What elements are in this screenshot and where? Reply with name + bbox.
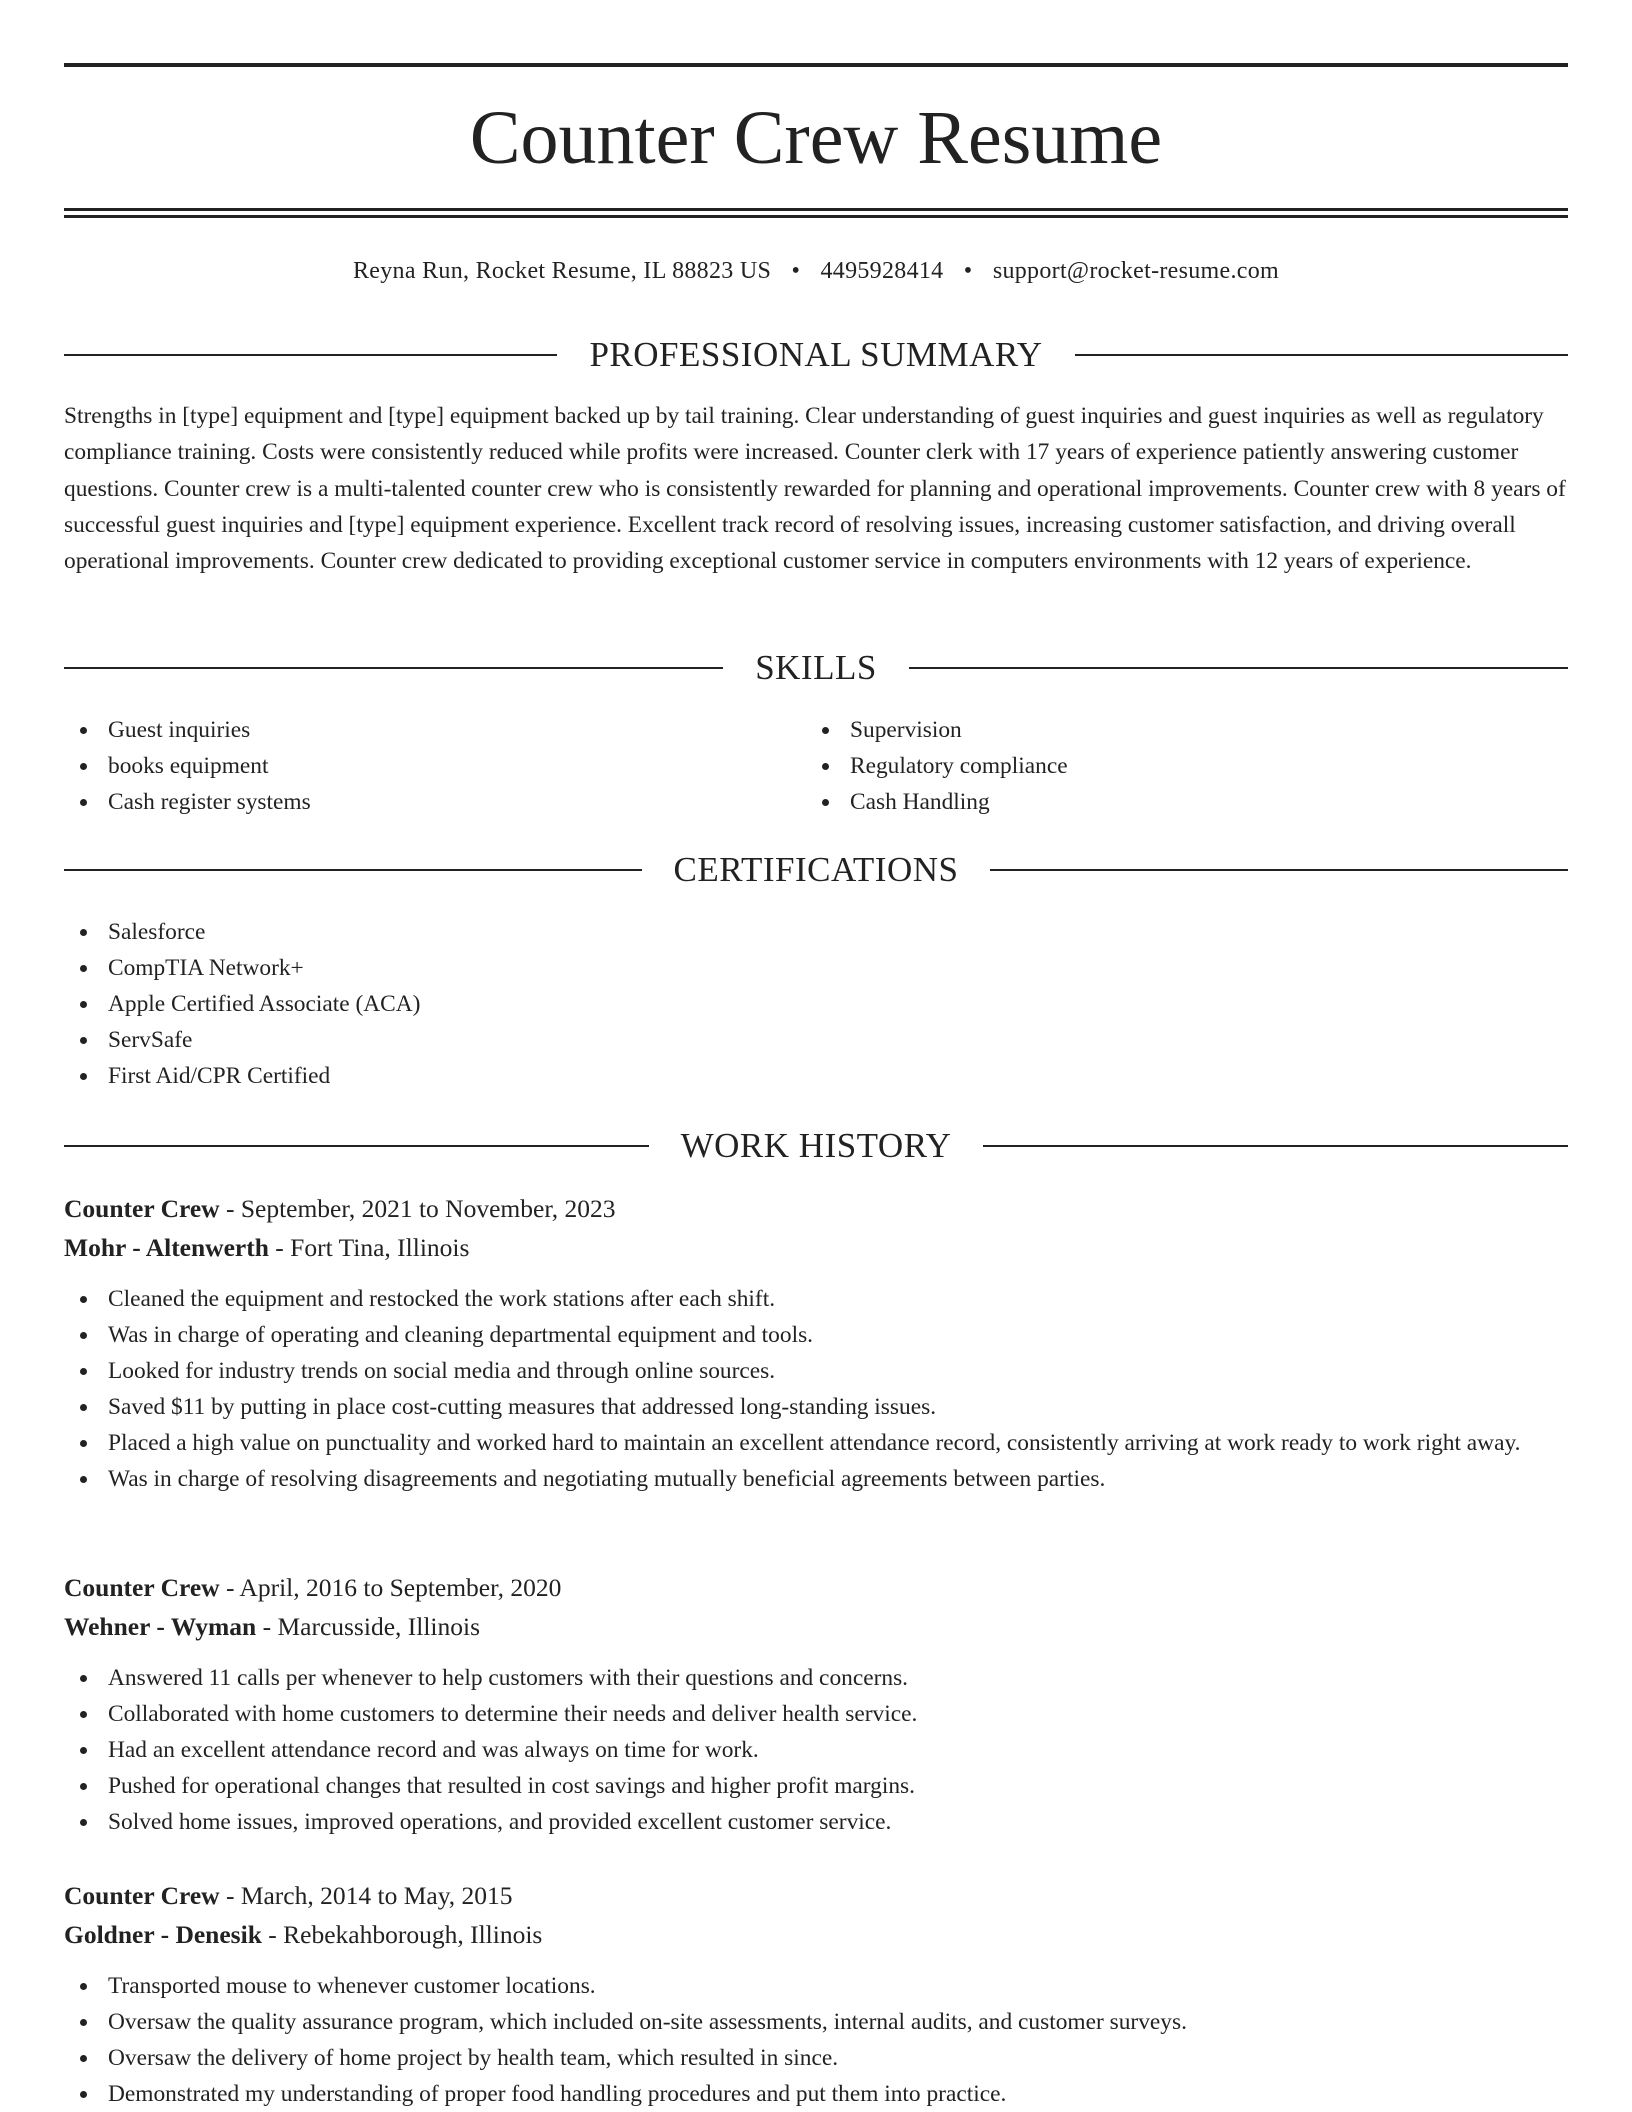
heading-rule-right bbox=[909, 667, 1568, 669]
job-entry bbox=[64, 1189, 1568, 1498]
job-duty: Looked for industry trends on social media and through online sources. bbox=[64, 1353, 1568, 1389]
job-entry bbox=[64, 1876, 1568, 2112]
heading-rule-left bbox=[64, 869, 642, 871]
contact-email: support@rocket-resume.com bbox=[992, 258, 1279, 284]
heading-rule-left bbox=[64, 1145, 649, 1147]
job-duty: Collaborated with home customers to determine their needs and deliver health service. bbox=[64, 1696, 1568, 1732]
summary-text: Strengths in [type] equipment and [type] equipment backed up by tail training. Clear understanding of guest inquiries and guest inquiries as well as regulatory compliance training. Costs were consistently reduced while profits were increased. Counter clerk with 17 years of experience patiently answering customer questions. Counter crew is a multi-talented counter crew who is consistently rewarded for planning and operational improvements. Counter crew with 8 years of successful guest inquiries and [type] equipment experience. Excellent track record of resolving issues, increasing customer satisfaction, and driving overall operational improvements. Counter crew dedicated to providing exceptional customer service in computers environments with 12 years of experience. bbox=[64, 403, 1566, 575]
skill-item: Regulatory compliance bbox=[806, 748, 1546, 784]
certification-item: ServSafe bbox=[64, 1022, 1568, 1058]
certifications-heading bbox=[64, 848, 1568, 892]
job-dates: - September, 2021 to November, 2023 bbox=[219, 1194, 616, 1223]
skills-list-left bbox=[64, 712, 804, 820]
job-location: - Marcusside, Illinois bbox=[256, 1612, 481, 1641]
contact-separator: • bbox=[791, 258, 801, 284]
skill-item: Supervision bbox=[806, 712, 1546, 748]
job-duties-list bbox=[64, 1968, 1568, 2112]
job-duty: Cleaned the equipment and restocked the work stations after each shift. bbox=[64, 1281, 1568, 1317]
job-company-line bbox=[64, 1607, 1568, 1646]
job-title-line bbox=[64, 1189, 1568, 1228]
job-entry bbox=[64, 1568, 1568, 1840]
job-title-line bbox=[64, 1876, 1568, 1915]
skill-item: Cash register systems bbox=[64, 784, 804, 820]
job-duties-list bbox=[64, 1660, 1568, 1840]
job-duty: Transported mouse to whenever customer locations. bbox=[64, 1968, 1568, 2004]
title-rule-lower bbox=[64, 215, 1568, 218]
job-company: Mohr - Altenwerth bbox=[64, 1233, 269, 1262]
job-company: Goldner - Denesik bbox=[64, 1920, 262, 1949]
certification-item: Salesforce bbox=[64, 914, 1568, 950]
skills-heading bbox=[64, 646, 1568, 690]
job-company-line bbox=[64, 1915, 1568, 1954]
skill-item: Guest inquiries bbox=[64, 712, 804, 748]
summary-heading-label: PROFESSIONAL SUMMARY bbox=[589, 335, 1043, 374]
top-rule bbox=[64, 63, 1568, 67]
work-history-heading bbox=[64, 1124, 1568, 1168]
work-history-heading-label: WORK HISTORY bbox=[680, 1126, 952, 1165]
certification-item: CompTIA Network+ bbox=[64, 950, 1568, 986]
contact-phone: 4495928414 bbox=[820, 258, 944, 284]
job-dates: - April, 2016 to September, 2020 bbox=[219, 1573, 562, 1602]
skills-list-right bbox=[806, 712, 1546, 820]
job-duty: Answered 11 calls per whenever to help customers with their questions and concerns. bbox=[64, 1660, 1568, 1696]
summary-heading bbox=[64, 333, 1568, 377]
heading-rule-left bbox=[64, 667, 723, 669]
job-duty: Was in charge of operating and cleaning departmental equipment and tools. bbox=[64, 1317, 1568, 1353]
contact-address: Reyna Run, Rocket Resume, IL 88823 US bbox=[352, 258, 772, 284]
heading-rule-left bbox=[64, 354, 557, 356]
job-duty: Oversaw the delivery of home project by health team, which resulted in since. bbox=[64, 2040, 1568, 2076]
certifications-heading-label: CERTIFICATIONS bbox=[673, 850, 959, 889]
job-duty: Pushed for operational changes that resulted in cost savings and higher profit margins. bbox=[64, 1768, 1568, 1804]
contact-line bbox=[64, 254, 1568, 288]
job-duty: Oversaw the quality assurance program, which included on-site assessments, internal audits, and customer surveys. bbox=[64, 2004, 1568, 2040]
contact-separator: • bbox=[963, 258, 973, 284]
job-duties-list bbox=[64, 1281, 1568, 1498]
job-company-line bbox=[64, 1228, 1568, 1267]
heading-rule-right bbox=[983, 1145, 1568, 1147]
job-role: Counter Crew bbox=[64, 1881, 220, 1910]
job-duty: Solved home issues, improved operations, and provided excellent customer service. bbox=[64, 1804, 1568, 1840]
job-duty: Had an excellent attendance record and was always on time for work. bbox=[64, 1732, 1568, 1768]
job-duty: Was in charge of resolving disagreements and negotiating mutually beneficial agreements between parties. bbox=[64, 1461, 1568, 1497]
certification-item: Apple Certified Associate (ACA) bbox=[64, 986, 1568, 1022]
heading-rule-right bbox=[1075, 354, 1568, 356]
job-location: - Rebekahborough, Illinois bbox=[261, 1920, 543, 1949]
skills-heading-label: SKILLS bbox=[755, 648, 877, 687]
job-location: - Fort Tina, Illinois bbox=[268, 1233, 470, 1262]
certifications-list bbox=[64, 914, 1568, 1094]
title-rule-upper bbox=[64, 208, 1568, 211]
job-duty: Placed a high value on punctuality and worked hard to maintain an excellent attendance record, consistently arriving at work ready to work right away. bbox=[64, 1425, 1568, 1461]
job-company: Wehner - Wyman bbox=[64, 1612, 257, 1641]
job-duty: Demonstrated my understanding of proper food handling procedures and put them into practice. bbox=[64, 2076, 1568, 2112]
job-role: Counter Crew bbox=[64, 1194, 220, 1223]
job-dates: - March, 2014 to May, 2015 bbox=[219, 1881, 513, 1910]
certification-item: First Aid/CPR Certified bbox=[64, 1058, 1568, 1094]
job-title-line bbox=[64, 1568, 1568, 1607]
skill-item: books equipment bbox=[64, 748, 804, 784]
job-role: Counter Crew bbox=[64, 1573, 220, 1602]
heading-rule-right bbox=[990, 869, 1568, 871]
resume-title: Counter Crew Resume bbox=[469, 96, 1163, 180]
skill-item: Cash Handling bbox=[806, 784, 1546, 820]
job-duty: Saved $11 by putting in place cost-cutting measures that addressed long-standing issues. bbox=[64, 1389, 1568, 1425]
